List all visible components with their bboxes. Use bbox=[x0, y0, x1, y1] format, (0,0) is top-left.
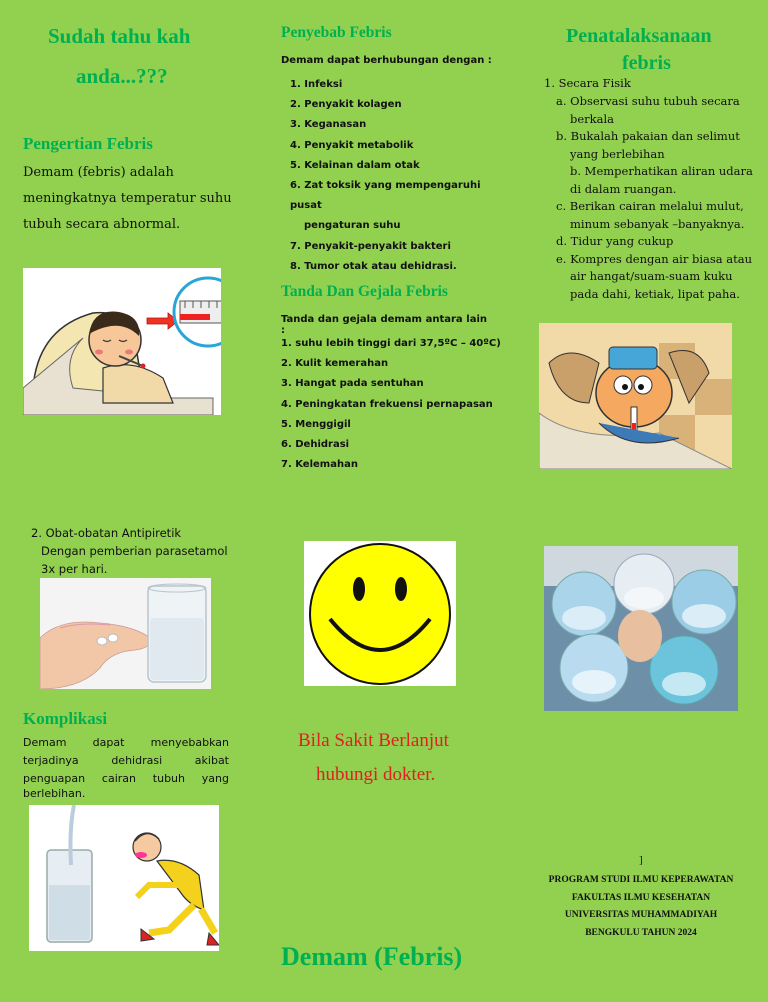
symptoms-item: 1. suhu lebih tinggi dari 37,5ºC – 40ºC) bbox=[281, 338, 501, 349]
institution-footer bbox=[530, 872, 752, 942]
page-mark: ] bbox=[639, 854, 643, 866]
complication-line: penguapan cairan tubuh yang bbox=[23, 772, 229, 785]
intro-heading-line2: anda...??? bbox=[76, 64, 168, 88]
footer-line: PROGRAM STUDI ILMU KEPERAWATAN bbox=[548, 875, 734, 885]
symptoms-item: 5. Menggigil bbox=[281, 418, 351, 430]
warning-line2: hubungi dokter. bbox=[316, 764, 436, 785]
feverish-man-image bbox=[539, 323, 732, 469]
causes-item: 2. Penyakit kolagen bbox=[290, 99, 402, 111]
symptoms-intro: Tanda dan gejala demam antara lain : bbox=[281, 314, 487, 336]
causes-item: 4. Penyakit metabolik bbox=[290, 139, 414, 151]
complication-line: terjadinya dehidrasi akibat bbox=[23, 754, 229, 767]
causes-list bbox=[290, 75, 510, 277]
definition-title: Pengertian Febris bbox=[23, 134, 153, 153]
complication-line: berlebihan. bbox=[23, 787, 86, 800]
physical-item: berkala bbox=[570, 111, 615, 126]
physical-item: c. Berikan cairan melalui mulut, bbox=[556, 199, 744, 213]
physical-item: minum sebanyak –banyaknya. bbox=[570, 216, 745, 231]
antipyretic-item bbox=[31, 524, 228, 578]
symptoms-title: Tanda Dan Gejala Febris bbox=[281, 283, 448, 300]
smiley-face-image bbox=[304, 541, 456, 686]
sick-child-image bbox=[23, 268, 221, 415]
antipyretic-line: 3x per hari. bbox=[41, 562, 108, 576]
footer-line: BENGKULU TAHUN 2024 bbox=[585, 927, 697, 938]
footer-line: UNIVERSITAS MUHAMMADIYAH bbox=[564, 910, 718, 920]
causes-item: 6. Zat toksik yang mempengaruhi pusat bbox=[290, 180, 481, 212]
symptoms-item: 7. Kelemahan bbox=[281, 459, 358, 471]
physical-item: a. Observasi suhu tubuh secara bbox=[556, 94, 740, 108]
definition-line: Demam (febris) adalah bbox=[23, 165, 174, 180]
pills-water-image bbox=[40, 578, 211, 689]
physical-item: di dalam ruangan. bbox=[570, 181, 677, 196]
physical-treatment-list bbox=[556, 93, 753, 303]
physical-item: air hangat/suam-suam kuku bbox=[570, 269, 733, 283]
dehydration-image bbox=[29, 805, 219, 951]
definition-text bbox=[23, 160, 238, 238]
physical-item: e. Kompres dengan air biasa atau bbox=[556, 251, 753, 266]
intro-heading-line1: Sudah tahu kah bbox=[48, 24, 191, 48]
physical-item: d. Tidur yang cukup bbox=[556, 234, 674, 248]
causes-item: 5. Kelainan dalam otak bbox=[290, 159, 420, 171]
definition-line: meningkatnya temperatur suhu bbox=[23, 191, 232, 206]
symptoms-list bbox=[281, 334, 501, 475]
physical-item: b. Memperhatikan aliran udara bbox=[570, 164, 753, 178]
causes-item: 7. Penyakit-penyakit bakteri bbox=[290, 240, 451, 252]
antipyretic-title: 2. Obat-obatan Antipiretik bbox=[31, 526, 182, 540]
treatment-title-line1: Penatalaksanaan bbox=[566, 25, 712, 47]
complication-title: Komplikasi bbox=[23, 709, 108, 728]
physical-item: pada dahi, ketiak, lipat paha. bbox=[570, 286, 740, 301]
complication-line: Demam dapat menyebabkan bbox=[23, 736, 229, 749]
warning-line1: Bila Sakit Berlanjut bbox=[298, 730, 449, 751]
causes-title: Penyebab Febris bbox=[281, 24, 392, 41]
symptoms-item: 2. Kulit kemerahan bbox=[281, 358, 389, 370]
complication-text bbox=[23, 734, 229, 803]
symptoms-item: 6. Dehidrasi bbox=[281, 439, 350, 451]
definition-line: tubuh secara abnormal. bbox=[23, 217, 181, 232]
causes-intro: Demam dapat berhubungan dengan : bbox=[281, 55, 492, 66]
causes-item: 3. Keganasan bbox=[290, 119, 367, 131]
treatment-title-line2: febris bbox=[622, 52, 671, 74]
physical-item: yang berlebihan bbox=[570, 146, 665, 161]
causes-item: 1. Infeksi bbox=[290, 79, 343, 90]
footer-line: FAKULTAS ILMU KESEHATAN bbox=[571, 892, 711, 903]
causes-item: 8. Tumor otak atau dehidrasi. bbox=[290, 260, 457, 272]
symptoms-item: 3. Hangat pada sentuhan bbox=[281, 378, 424, 390]
antipyretic-line: Dengan pemberian parasetamol bbox=[41, 544, 228, 558]
physical-treatment-heading: 1. Secara Fisik bbox=[544, 76, 631, 90]
surgeons-image bbox=[544, 546, 738, 711]
symptoms-item: 4. Peningkatan frekuensi pernapasan bbox=[281, 398, 493, 410]
causes-item: pengaturan suhu bbox=[304, 220, 401, 232]
leaflet-main-title: Demam (Febris) bbox=[281, 942, 463, 971]
physical-item: b. Bukalah pakaian dan selimut bbox=[556, 129, 740, 143]
